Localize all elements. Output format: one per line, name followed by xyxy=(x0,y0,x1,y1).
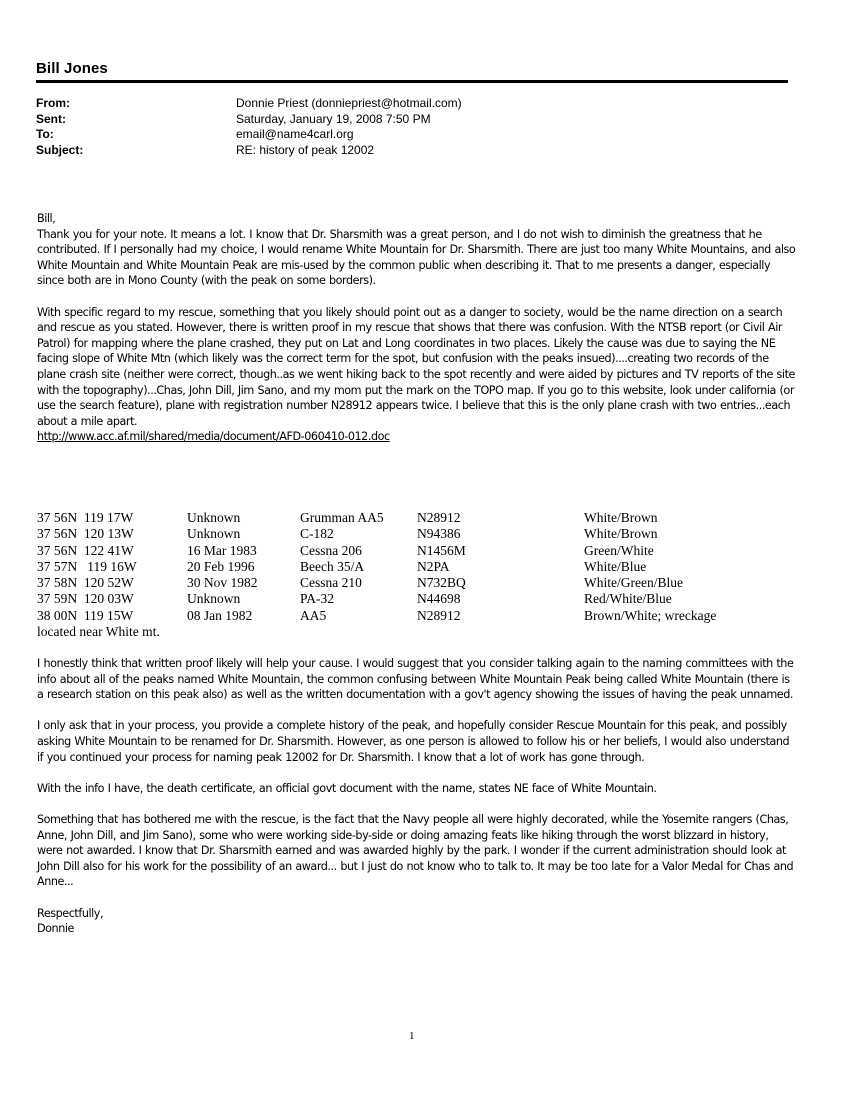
coordinates-cell: 37 56N 119 17W xyxy=(37,510,134,525)
header-rule xyxy=(36,80,788,83)
table-footnote: located near White mt. xyxy=(37,624,160,640)
registration-cell: N28912 xyxy=(417,607,461,623)
colors-cell: Green/White xyxy=(584,542,654,558)
greeting: Bill, xyxy=(37,212,56,225)
aircraft-cell: Beech 35/A xyxy=(300,558,365,574)
crash-table xyxy=(37,510,716,640)
body-paragraph: I only ask that in your process, you provide a complete history of the peak, and hopefully consider Rescue Mountain for this peak, and possibly asking White Mountain to be renamed for Dr. Sharsmith. However, as one person is allowed to follow his or her beliefs, I would also understand if you continued your process for naming peak 12002 for Dr. Sharsmith. I know that a lot of work has gone through. xyxy=(37,719,790,764)
date-cell: Unknown xyxy=(187,591,241,607)
from-value: Donnie Priest (donniepriest@hotmail.com) xyxy=(236,96,462,110)
coordinates-cell: 37 59N 120 03W xyxy=(37,591,134,607)
email-header xyxy=(36,96,462,158)
subject-label: Subject: xyxy=(36,142,84,157)
to-label: To: xyxy=(36,127,54,141)
registration-cell: N2PA xyxy=(417,558,450,574)
coordinates-cell: 38 00N 119 15W xyxy=(37,607,134,623)
colors-cell: White/Blue xyxy=(584,558,647,574)
body-paragraph: Something that has bothered me with the rescue, is the fact that the Navy people all were highly decorated, while the Yosemite rangers (Chas, Anne, John Dill, and Jim Sano), some who were working side-by-side or doing amazing feats like hiking through the worst blizzard in history, were not awarded. I know that Dr. Sharsmith earned and was awarded highly by the park. I wonder if the current administration should look at John Dill also for his work for the possibility of an award... but I just do not know who to talk to. It may be too late for a Valor Medal for Chas and Anne... xyxy=(37,812,794,889)
colors-cell: White/Brown xyxy=(584,526,658,542)
coordinates-cell: 37 56N 122 41W xyxy=(37,542,134,558)
sent-label: Sent: xyxy=(36,111,66,126)
email-body-continued xyxy=(37,656,797,937)
date-cell: 20 Feb 1996 xyxy=(187,558,255,574)
colors-cell: White/Brown xyxy=(584,510,658,525)
date-cell: Unknown xyxy=(187,526,241,542)
colors-cell: Red/White/Blue xyxy=(584,591,672,607)
aircraft-cell: Cessna 210 xyxy=(300,575,362,591)
table-row xyxy=(37,526,716,542)
email-body xyxy=(37,211,797,445)
coordinates-cell: 37 56N 120 13W xyxy=(37,526,134,542)
body-paragraph: With the info I have, the death certificate, an official govt document with the name, states NE face of White Mountain. xyxy=(37,781,657,795)
aircraft-cell: Grumman AA5 xyxy=(300,510,384,525)
subject-row xyxy=(36,143,462,159)
aircraft-cell: Cessna 206 xyxy=(300,542,362,558)
colors-cell: Brown/White; wreckage xyxy=(584,607,717,623)
registration-cell: N28912 xyxy=(417,510,461,525)
date-cell: 08 Jan 1982 xyxy=(187,607,253,623)
aircraft-cell: C-182 xyxy=(300,526,334,542)
registration-cell: N732BQ xyxy=(417,575,466,591)
aircraft-cell: AA5 xyxy=(300,607,327,623)
body-paragraph: With specific regard to my rescue, something that you likely should point out as a danger to society, would be the name direction on a search and rescue as you stated. However, there is written proof in my rescue that shows that there was confusion. With the NTSB report (or Civil Air Patrol) for mapping where the plane crashed, they put on Lat and Long coordinates in two places. Likely the cause was due to saying the NE facing slope of White Mtn (which likely was the correct term for the spot, but confusion with the peaks insued)....creating two records of the plane crash site (neither were correct, though..as we went hiking back to the spot recently and were aided by pictures and TV reports of the site with the topography)...Chas, John Dill, Jim Sano, and my mom put the mark on the TOPO map. If you go to this website, look under california (or use the search feature), plane with registration number N28912 appears twice. I believe that this is the only plane crash with two entries...each about a mile apart. xyxy=(37,305,795,428)
table-row xyxy=(37,575,716,591)
from-label: From: xyxy=(36,96,70,110)
body-paragraph: I honestly think that written proof likely will help your cause. I would suggest that you consider talking again to the naming committees with the info about all of the peaks named White Mountain, the common confusing between White Mountain Peak being called White Mountain (there is a research station on this peak also) as well as the written documentation with a gov't agency showing the issues of having the peak unnamed. xyxy=(37,657,794,702)
body-paragraph: Thank you for your note. It means a lot. I know that Dr. Sharsmith was a great person, and I do not wish to diminish the greatness that he contributed. If I personally had my choice, I would rename White Mountain for Dr. Sharsmith. There are just too many White Mountains, and also White Mountain and White Mountain Peak are mis-used by the common public when describing it. That to me presents a danger, especially since both are in Mono County (with the peak on some borders). xyxy=(37,227,796,288)
from-row xyxy=(36,96,462,112)
date-cell: 30 Nov 1982 xyxy=(187,575,258,591)
table-row xyxy=(37,591,716,607)
registration-cell: N94386 xyxy=(417,526,461,542)
registration-cell: N1456M xyxy=(417,542,466,558)
document-owner-name: Bill Jones xyxy=(36,60,108,77)
closing: Respectfully, xyxy=(37,906,104,920)
reference-link[interactable]: http://www.acc.af.mil/shared/media/document/AFD-060410-012.doc xyxy=(37,430,390,444)
date-cell: Unknown xyxy=(187,510,241,525)
table-row xyxy=(37,608,716,624)
registration-cell: N44698 xyxy=(417,591,461,607)
table-row xyxy=(37,510,716,526)
coordinates-cell: 37 58N 120 52W xyxy=(37,575,134,591)
to-value: email@name4carl.org xyxy=(236,127,354,141)
coordinates-cell: 37 57N 119 16W xyxy=(37,558,137,574)
table-row xyxy=(37,559,716,575)
page-number: 1 xyxy=(409,1030,415,1042)
date-cell: 16 Mar 1983 xyxy=(187,542,257,558)
signature: Donnie xyxy=(37,922,74,936)
aircraft-cell: PA-32 xyxy=(300,591,335,607)
subject-value: RE: history of peak 12002 xyxy=(236,142,375,157)
colors-cell: White/Green/Blue xyxy=(584,575,683,591)
table-row xyxy=(37,543,716,559)
sent-value: Saturday, January 19, 2008 7:50 PM xyxy=(236,111,431,126)
to-row xyxy=(36,127,462,143)
sent-row xyxy=(36,112,462,128)
